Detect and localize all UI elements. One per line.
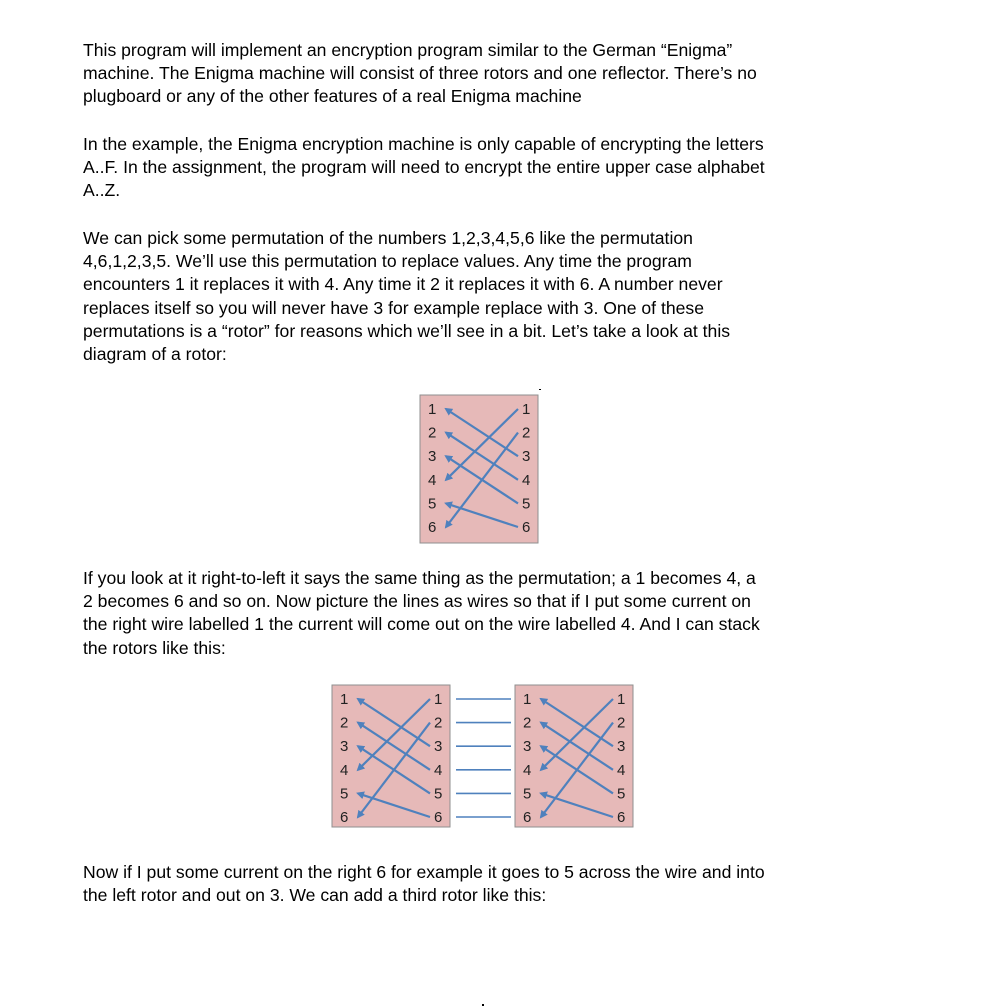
left-label: 1 [428,401,437,418]
text-line: machine. The Enigma machine will consist of three rotors and one reflector. There’s no [83,63,757,84]
rotor-box [515,685,633,827]
left-label: 5 [523,785,532,803]
right-label: 5 [522,495,531,513]
text-line: the left rotor and out on 3. We can add a third rotor like this: [83,885,547,906]
text-line: encounters 1 it replaces it with 4. Any time it 2 it replaces it with 6. A number never [83,274,723,295]
text-line: 4,6,1,2,3,5. We’ll use this permutation to replace values. Any time the program [83,251,692,272]
right-label: 1 [522,401,531,418]
paragraph-right-to-left [83,567,903,660]
stacked-rotors-diagram [330,683,640,833]
right-label: 3 [434,738,443,756]
left-label: 6 [428,519,437,536]
left-label: 6 [340,809,349,826]
paragraph-permutation [83,227,903,366]
text-line: This program will implement an encryption program similar to the German “Enigma” [83,40,733,60]
right-label: 2 [617,714,626,732]
dot-mark [539,389,541,390]
right-label: 4 [617,761,626,779]
left-label: 4 [523,761,532,779]
right-label: 6 [617,809,626,826]
left-label: 4 [428,471,437,489]
right-label: 2 [434,714,443,732]
left-label: 3 [340,738,349,756]
text-line: If you look at it right-to-left it says the same thing as the permutation; a 1 becomes 4, a [83,568,756,588]
text-line: diagram of a rotor: [83,344,227,365]
left-label: 5 [340,785,349,803]
right-label: 1 [434,691,443,708]
text-line: 2 becomes 6 and so on. Now picture the lines as wires so that if I put some current on [83,591,751,612]
right-label: 5 [434,785,443,803]
paragraph-example [83,133,903,203]
text-line: the rotors like this: [83,637,226,658]
left-label: 5 [428,495,437,513]
right-label: 3 [522,448,531,466]
right-label: 6 [522,519,531,536]
text-line: A..F. In the assignment, the program will need to encrypt the entire upper case alphabet [83,157,765,178]
text-line: the right wire labelled 1 the current will come out on the wire labelled 4. And I can stack [83,614,760,635]
text-line: permutations is a “rotor” for reasons which we’ll see in a bit. Let’s take a look at this [83,320,731,341]
paragraph-intro [83,39,903,109]
dot-mark [482,1004,484,1006]
text-line: We can pick some permutation of the numbers 1,2,3,4,5,6 like the permutation [83,228,693,248]
right-label: 6 [434,809,443,826]
right-label: 3 [617,738,626,756]
left-label: 1 [523,691,532,708]
paragraph-current [83,861,903,907]
text-line: plugboard or any of the other features of a real Enigma machine [83,86,582,107]
right-label: 2 [522,424,531,442]
left-label: 6 [523,809,532,826]
right-label: 4 [434,761,443,779]
left-label: 2 [523,714,532,732]
right-label: 5 [617,785,626,803]
text-line: A..Z. [83,180,121,201]
left-label: 1 [340,691,349,708]
left-label: 4 [340,761,349,779]
text-line: In the example, the Enigma encryption machine is only capable of encrypting the letters [83,134,764,154]
left-label: 2 [340,714,349,732]
text-line: Now if I put some current on the right 6 for example it goes to 5 across the wire and into [83,862,765,882]
left-label: 3 [523,738,532,756]
rotor-box [332,685,450,827]
text-line: replaces itself so you will never have 3 for example replace with 3. One of these [83,297,704,318]
rotor-diagram [418,393,542,547]
left-label: 2 [428,424,437,442]
rotor-box [420,395,538,543]
left-label: 3 [428,448,437,466]
right-label: 1 [617,691,626,708]
right-label: 4 [522,471,531,489]
